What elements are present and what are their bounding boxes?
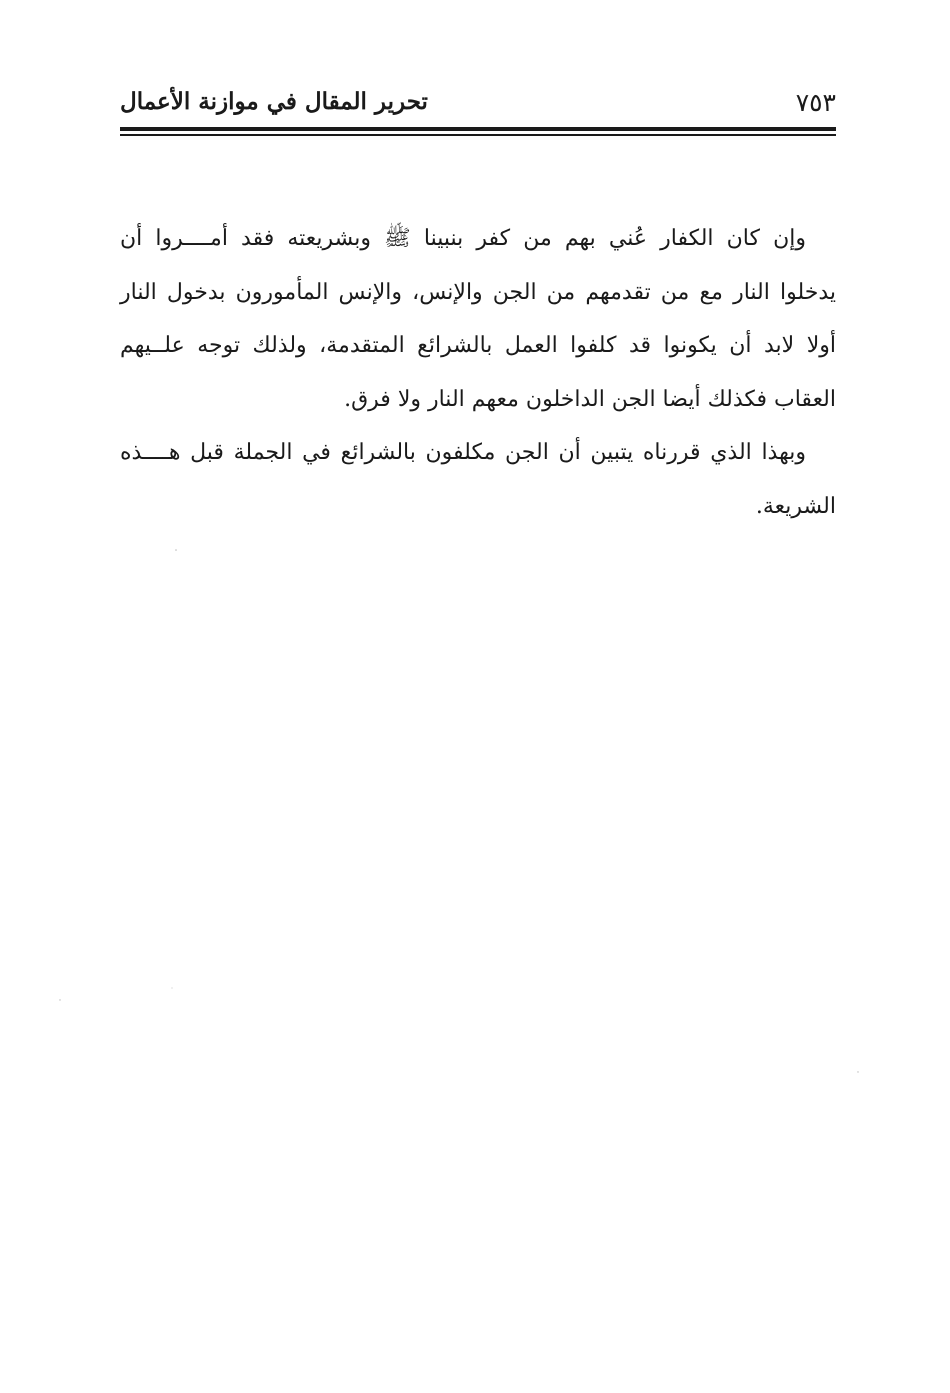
page-number: ٧٥٣ <box>795 88 836 117</box>
running-title: تحرير المقال في موازنة الأعمال <box>120 88 428 115</box>
text-line: الشريعة. <box>755 493 836 519</box>
text-line: وإن كان الكفار عُني بهم من كفر بنبينا ﷺ وبشريعته فقد أمــــروا أن <box>120 226 806 251</box>
page-header <box>120 82 836 126</box>
text-line: أولا لابد أن يكونوا قد كلفوا العمل بالشرائع المتقدمة، ولذلك توجه علــيهم <box>120 333 836 358</box>
body-text <box>120 212 836 533</box>
text-line: يدخلوا النار مع من تقدمهم من الجن والإنس، والإنس المأمورون بدخول النار <box>120 279 836 305</box>
header-rule-thick <box>120 127 836 131</box>
paragraph-2 <box>120 426 836 533</box>
header-rule-thin <box>120 134 836 136</box>
text-line: وبهذا الذي قررناه يتبين أن الجن مكلفون بالشرائع في الجملة قبل هــــذه <box>120 440 806 465</box>
paragraph-1 <box>120 212 836 426</box>
text-line: العقاب فكذلك أيضا الجن الداخلون معهم النار ولا فرق. <box>344 386 836 412</box>
